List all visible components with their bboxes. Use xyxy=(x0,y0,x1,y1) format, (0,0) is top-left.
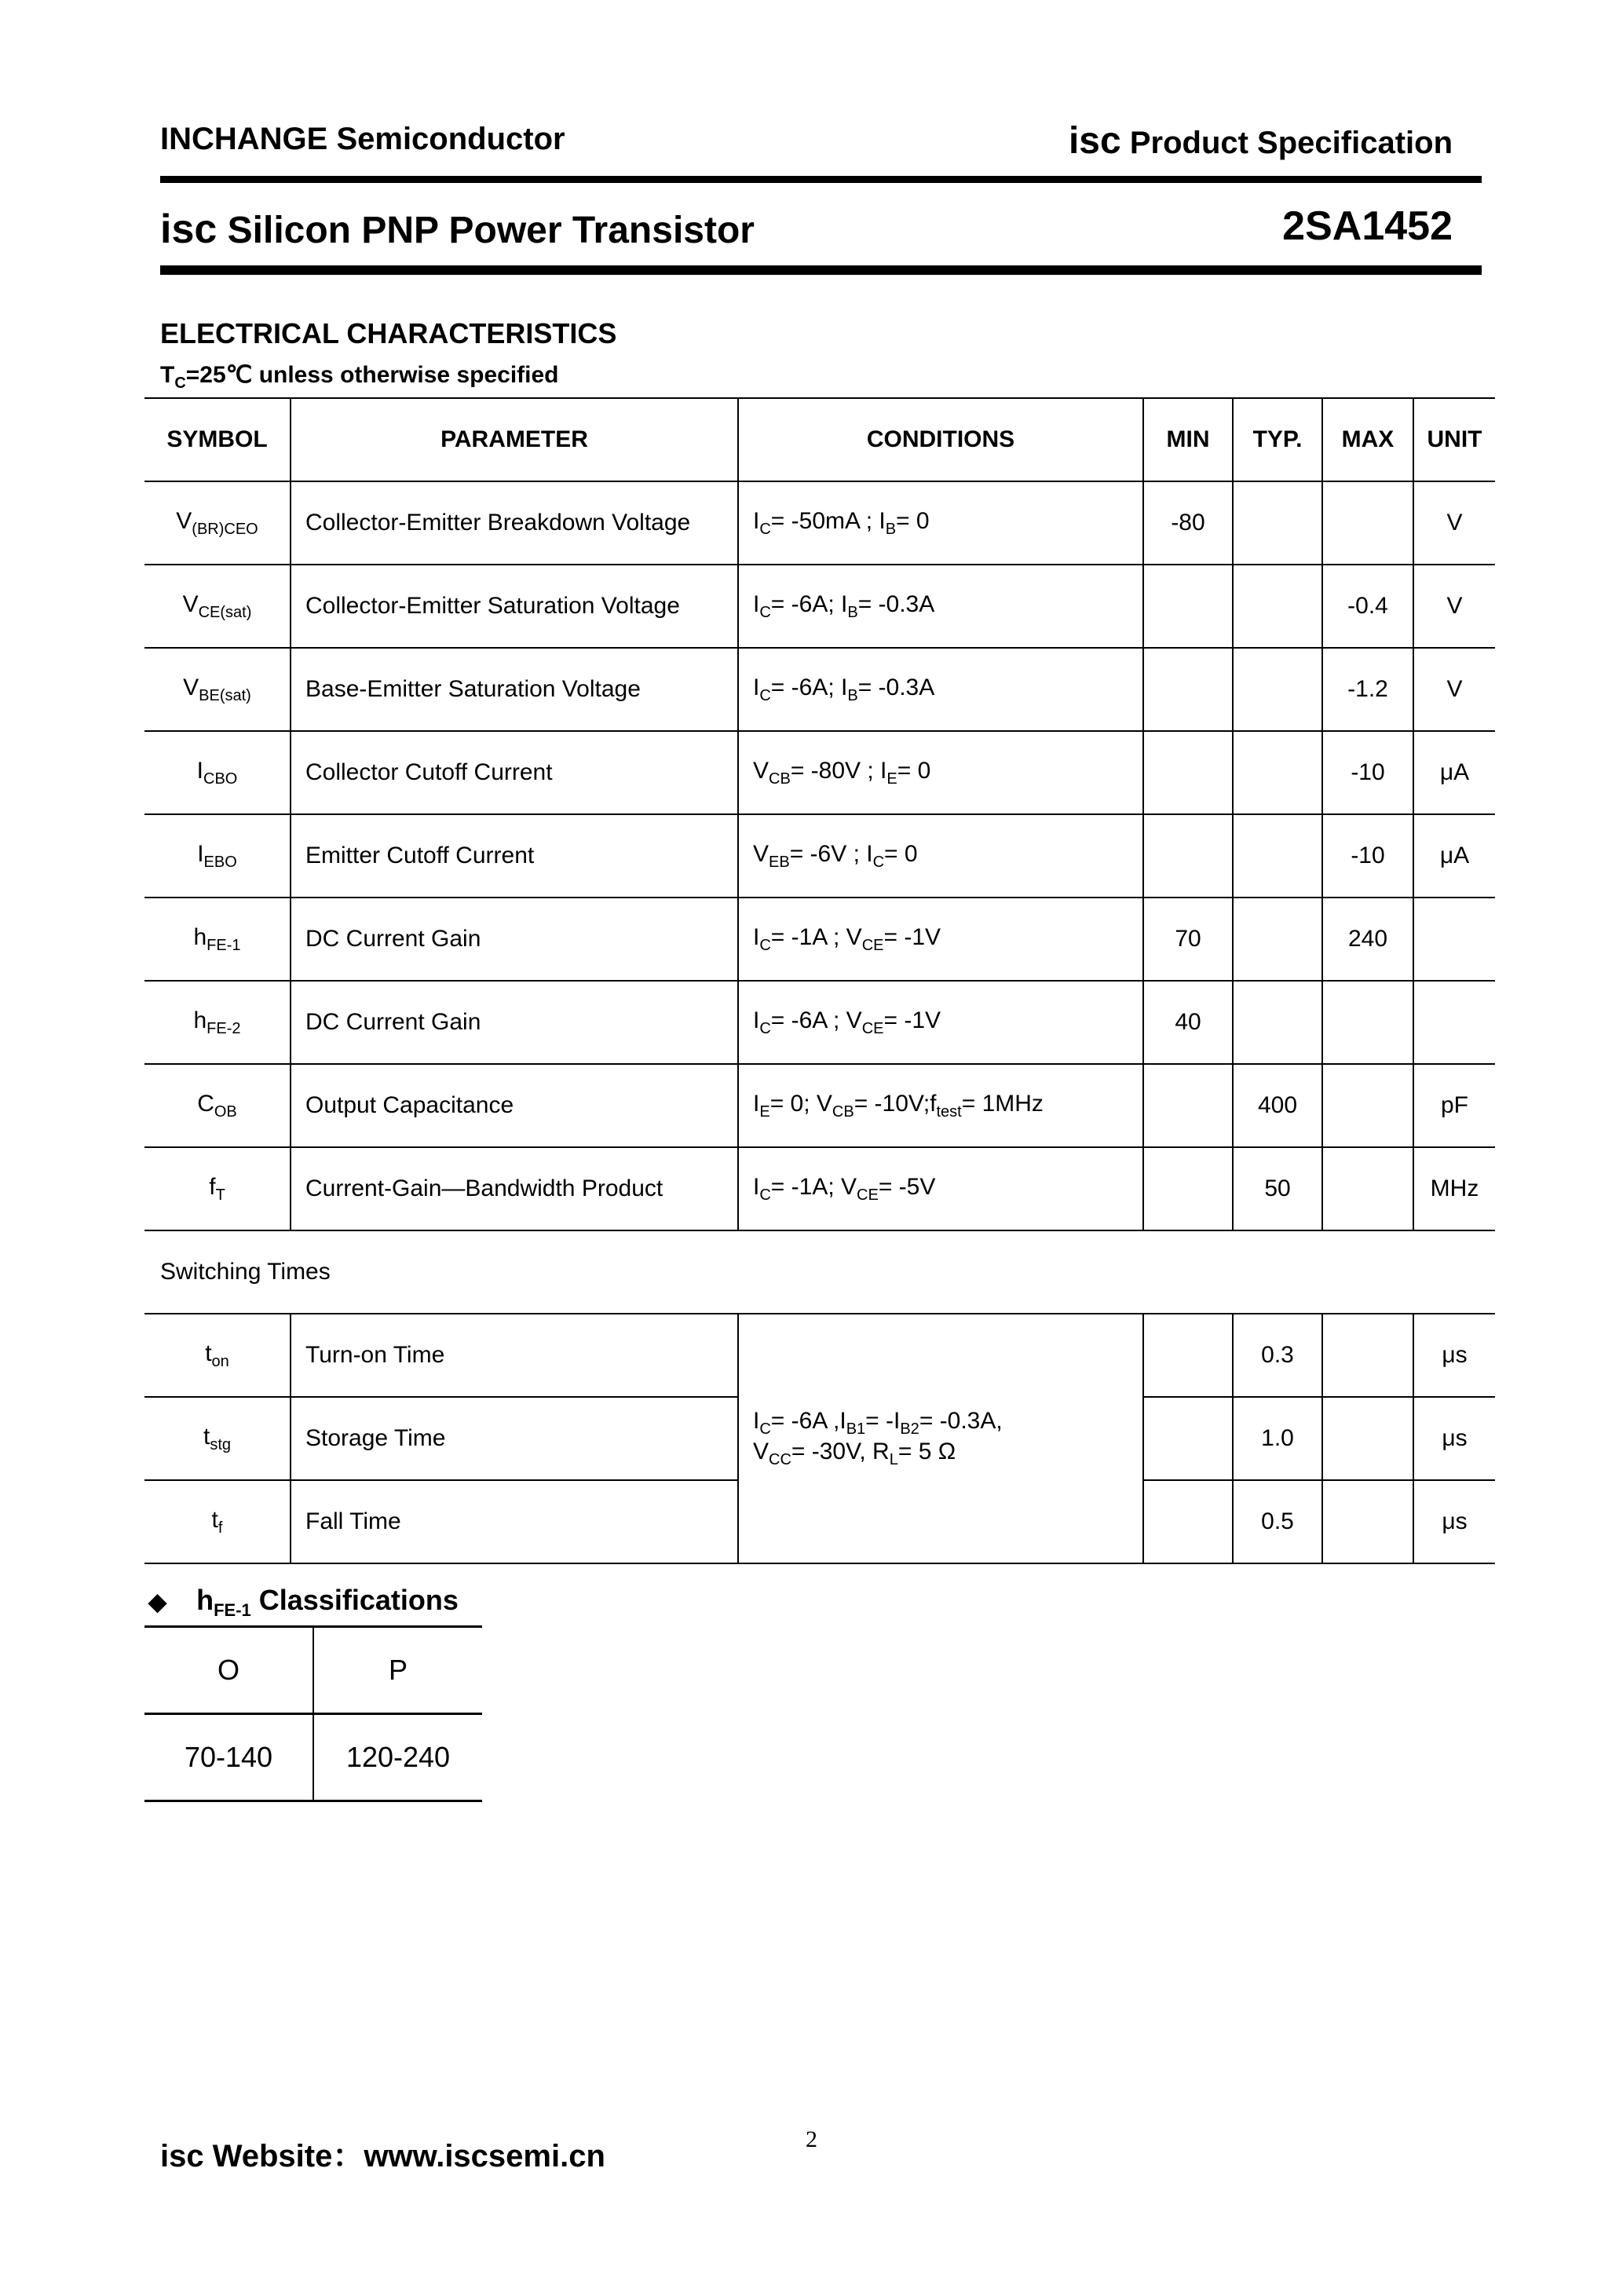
table-row xyxy=(144,1147,1495,1230)
max-cell xyxy=(1322,1314,1413,1397)
conditions-cell: $I_C= -6A$; $I_B= -0.3A$ xyxy=(738,565,1143,648)
symbol-cell: $h_{FE-1}$ xyxy=(144,898,291,981)
table-header-row xyxy=(144,398,1495,481)
typ-cell: 0.3 xyxy=(1233,1314,1322,1397)
class-value: 70-140 xyxy=(144,1714,313,1801)
min-cell xyxy=(1143,731,1233,814)
spec-header xyxy=(1069,119,1453,163)
typ-cell xyxy=(1233,731,1322,814)
title-prefix: isc xyxy=(160,207,217,252)
table-row xyxy=(144,565,1495,648)
unit-cell: V xyxy=(1413,565,1495,648)
max-cell: -1.2 xyxy=(1322,648,1413,731)
parameter-cell: Current-Gain—Bandwidth Product xyxy=(291,1147,738,1230)
switching-cond-line-2: $V_{CC}= -30V$, $R_L= 5$ Ω xyxy=(753,1439,956,1468)
parameter-cell: Turn-on Time xyxy=(291,1314,738,1397)
conditions-cell: $I_E= 0$; $V_{CB}=$ $-10V;f_{test}= 1MHz$ xyxy=(738,1064,1143,1147)
typ-cell xyxy=(1233,565,1322,648)
typ-cell: 400 xyxy=(1233,1064,1322,1147)
max-cell xyxy=(1322,1480,1413,1563)
column-header: PARAMETER xyxy=(291,398,738,481)
product-title xyxy=(160,206,755,253)
symbol-cell: $t_{stg}$ xyxy=(144,1397,291,1480)
symbol-cell: $I_{CBO}$ xyxy=(144,731,291,814)
typ-cell xyxy=(1233,648,1322,731)
unit-cell: μA xyxy=(1413,731,1495,814)
page-number: 2 xyxy=(806,2126,817,2152)
switching-cond-line-1: $I_C= -6A$ $,I_{B1}= -I_{B2}= -0.3A$, xyxy=(753,1408,1003,1438)
spec-label: Product Specification xyxy=(1129,126,1453,160)
classification-table xyxy=(144,1625,482,1802)
column-header: CONDITIONS xyxy=(738,398,1143,481)
table-row xyxy=(144,981,1495,1064)
table-row xyxy=(144,648,1495,731)
classification-title: ◆ $h_{FE-1}$ Classifications xyxy=(148,1584,459,1621)
symbol-cell: $C_{OB}$ xyxy=(144,1064,291,1147)
typ-cell xyxy=(1233,814,1322,898)
conditions-cell: $I_C= -1A$ ; $V_{CE}= -1V$ xyxy=(738,898,1143,981)
symbol-cell: $h_{FE-2}$ xyxy=(144,981,291,1064)
table-row xyxy=(144,898,1495,981)
column-header: MAX xyxy=(1322,398,1413,481)
typ-cell xyxy=(1233,481,1322,565)
classification-value-row xyxy=(144,1714,482,1801)
typ-cell: 50 xyxy=(1233,1147,1322,1230)
footer-website: isc Website：www.iscsemi.cn xyxy=(160,2139,605,2174)
max-cell xyxy=(1322,981,1413,1064)
parameter-cell: Collector-Emitter Saturation Voltage xyxy=(291,565,738,648)
conditions-cell: $I_C= -1A$; $V_{CE}= -5V$ xyxy=(738,1147,1143,1230)
column-header: UNIT xyxy=(1413,398,1495,481)
min-cell: -80 xyxy=(1143,481,1233,565)
column-header: TYP. xyxy=(1233,398,1322,481)
conditions-cell: $V_{EB}= -6V$ ; $I_C= 0$ xyxy=(738,814,1143,898)
parameter-cell: DC Current Gain xyxy=(291,981,738,1064)
max-cell: -10 xyxy=(1322,731,1413,814)
parameter-cell: Output Capacitance xyxy=(291,1064,738,1147)
typ-cell: 0.5 xyxy=(1233,1480,1322,1563)
conditions-cell: $V_{CB}= -80V$ ; $I_E= 0$ xyxy=(738,731,1143,814)
min-cell: 70 xyxy=(1143,898,1233,981)
symbol-cell: $V_{BE(sat)}$ xyxy=(144,648,291,731)
section-condition: $T_C=25℃$ unless otherwise specified xyxy=(160,362,559,392)
table-row xyxy=(144,731,1495,814)
unit-cell: μA xyxy=(1413,814,1495,898)
product-name: Silicon PNP Power Transistor xyxy=(227,210,755,251)
switching-times-label: Switching Times xyxy=(160,1259,331,1285)
column-header: MIN xyxy=(1143,398,1233,481)
table-row xyxy=(144,814,1495,898)
parameter-cell: Collector Cutoff Current xyxy=(291,731,738,814)
switching-label-row xyxy=(144,1230,1495,1314)
min-cell xyxy=(1143,1397,1233,1480)
unit-cell: pF xyxy=(1413,1064,1495,1147)
unit-cell xyxy=(1413,898,1495,981)
max-cell xyxy=(1322,481,1413,565)
diamond-bullet-icon: ◆ xyxy=(148,1589,167,1615)
parameter-cell: Storage Time xyxy=(291,1397,738,1480)
class-value: 120-240 xyxy=(313,1714,482,1801)
symbol-cell: $V_{(BR)CEO}$ xyxy=(144,481,291,565)
max-cell xyxy=(1322,1147,1413,1230)
max-cell xyxy=(1322,1397,1413,1480)
unit-cell: μs xyxy=(1413,1397,1495,1480)
min-cell xyxy=(1143,648,1233,731)
unit-cell: μs xyxy=(1413,1314,1495,1397)
typ-cell: 1.0 xyxy=(1233,1397,1322,1480)
parameter-cell: Emitter Cutoff Current xyxy=(291,814,738,898)
min-cell xyxy=(1143,565,1233,648)
switching-conditions-cell xyxy=(738,1314,1143,1563)
parameter-cell: Collector-Emitter Breakdown Voltage xyxy=(291,481,738,565)
conditions-cell: $I_C= -6A$; $I_B= -0.3A$ xyxy=(738,648,1143,731)
unit-cell: MHz xyxy=(1413,1147,1495,1230)
conditions-cell: $I_C= -50mA$ ; $I_B= 0$ xyxy=(738,481,1143,565)
symbol-cell: $t_f$ xyxy=(144,1480,291,1563)
min-cell xyxy=(1143,1480,1233,1563)
max-cell xyxy=(1322,1064,1413,1147)
typ-cell xyxy=(1233,981,1322,1064)
max-cell: -10 xyxy=(1322,814,1413,898)
symbol-cell: $t_{on}$ xyxy=(144,1314,291,1397)
min-cell xyxy=(1143,1314,1233,1397)
class-col: P xyxy=(313,1627,482,1714)
conditions-cell: $I_C= -6A$ ; $V_{CE}= -1V$ xyxy=(738,981,1143,1064)
typ-cell xyxy=(1233,898,1322,981)
table-row xyxy=(144,1314,1495,1397)
unit-cell xyxy=(1413,981,1495,1064)
parameter-cell: DC Current Gain xyxy=(291,898,738,981)
symbol-cell: $V_{CE(sat)}$ xyxy=(144,565,291,648)
class-col: O xyxy=(144,1627,313,1714)
parameter-cell: Fall Time xyxy=(291,1480,738,1563)
column-header: SYMBOL xyxy=(144,398,291,481)
min-cell xyxy=(1143,814,1233,898)
section-title: ELECTRICAL CHARACTERISTICS xyxy=(160,317,617,349)
title-rule xyxy=(160,265,1482,275)
min-cell xyxy=(1143,1064,1233,1147)
header-rule xyxy=(160,176,1482,183)
part-number: 2SA1452 xyxy=(1282,203,1453,249)
min-cell: 40 xyxy=(1143,981,1233,1064)
unit-cell: V xyxy=(1413,481,1495,565)
unit-cell: μs xyxy=(1413,1480,1495,1563)
table-row xyxy=(144,481,1495,565)
max-cell: 240 xyxy=(1322,898,1413,981)
parameter-cell: Base-Emitter Saturation Voltage xyxy=(291,648,738,731)
unit-cell: V xyxy=(1413,648,1495,731)
max-cell: -0.4 xyxy=(1322,565,1413,648)
company-name: INCHANGE Semiconductor xyxy=(160,122,565,156)
spec-prefix: isc xyxy=(1068,120,1121,162)
table-row xyxy=(144,1064,1495,1147)
symbol-cell: $f_T$ xyxy=(144,1147,291,1230)
symbol-cell: $I_{EBO}$ xyxy=(144,814,291,898)
electrical-characteristics-table xyxy=(144,397,1495,1564)
classification-header-row xyxy=(144,1627,482,1714)
min-cell xyxy=(1143,1147,1233,1230)
